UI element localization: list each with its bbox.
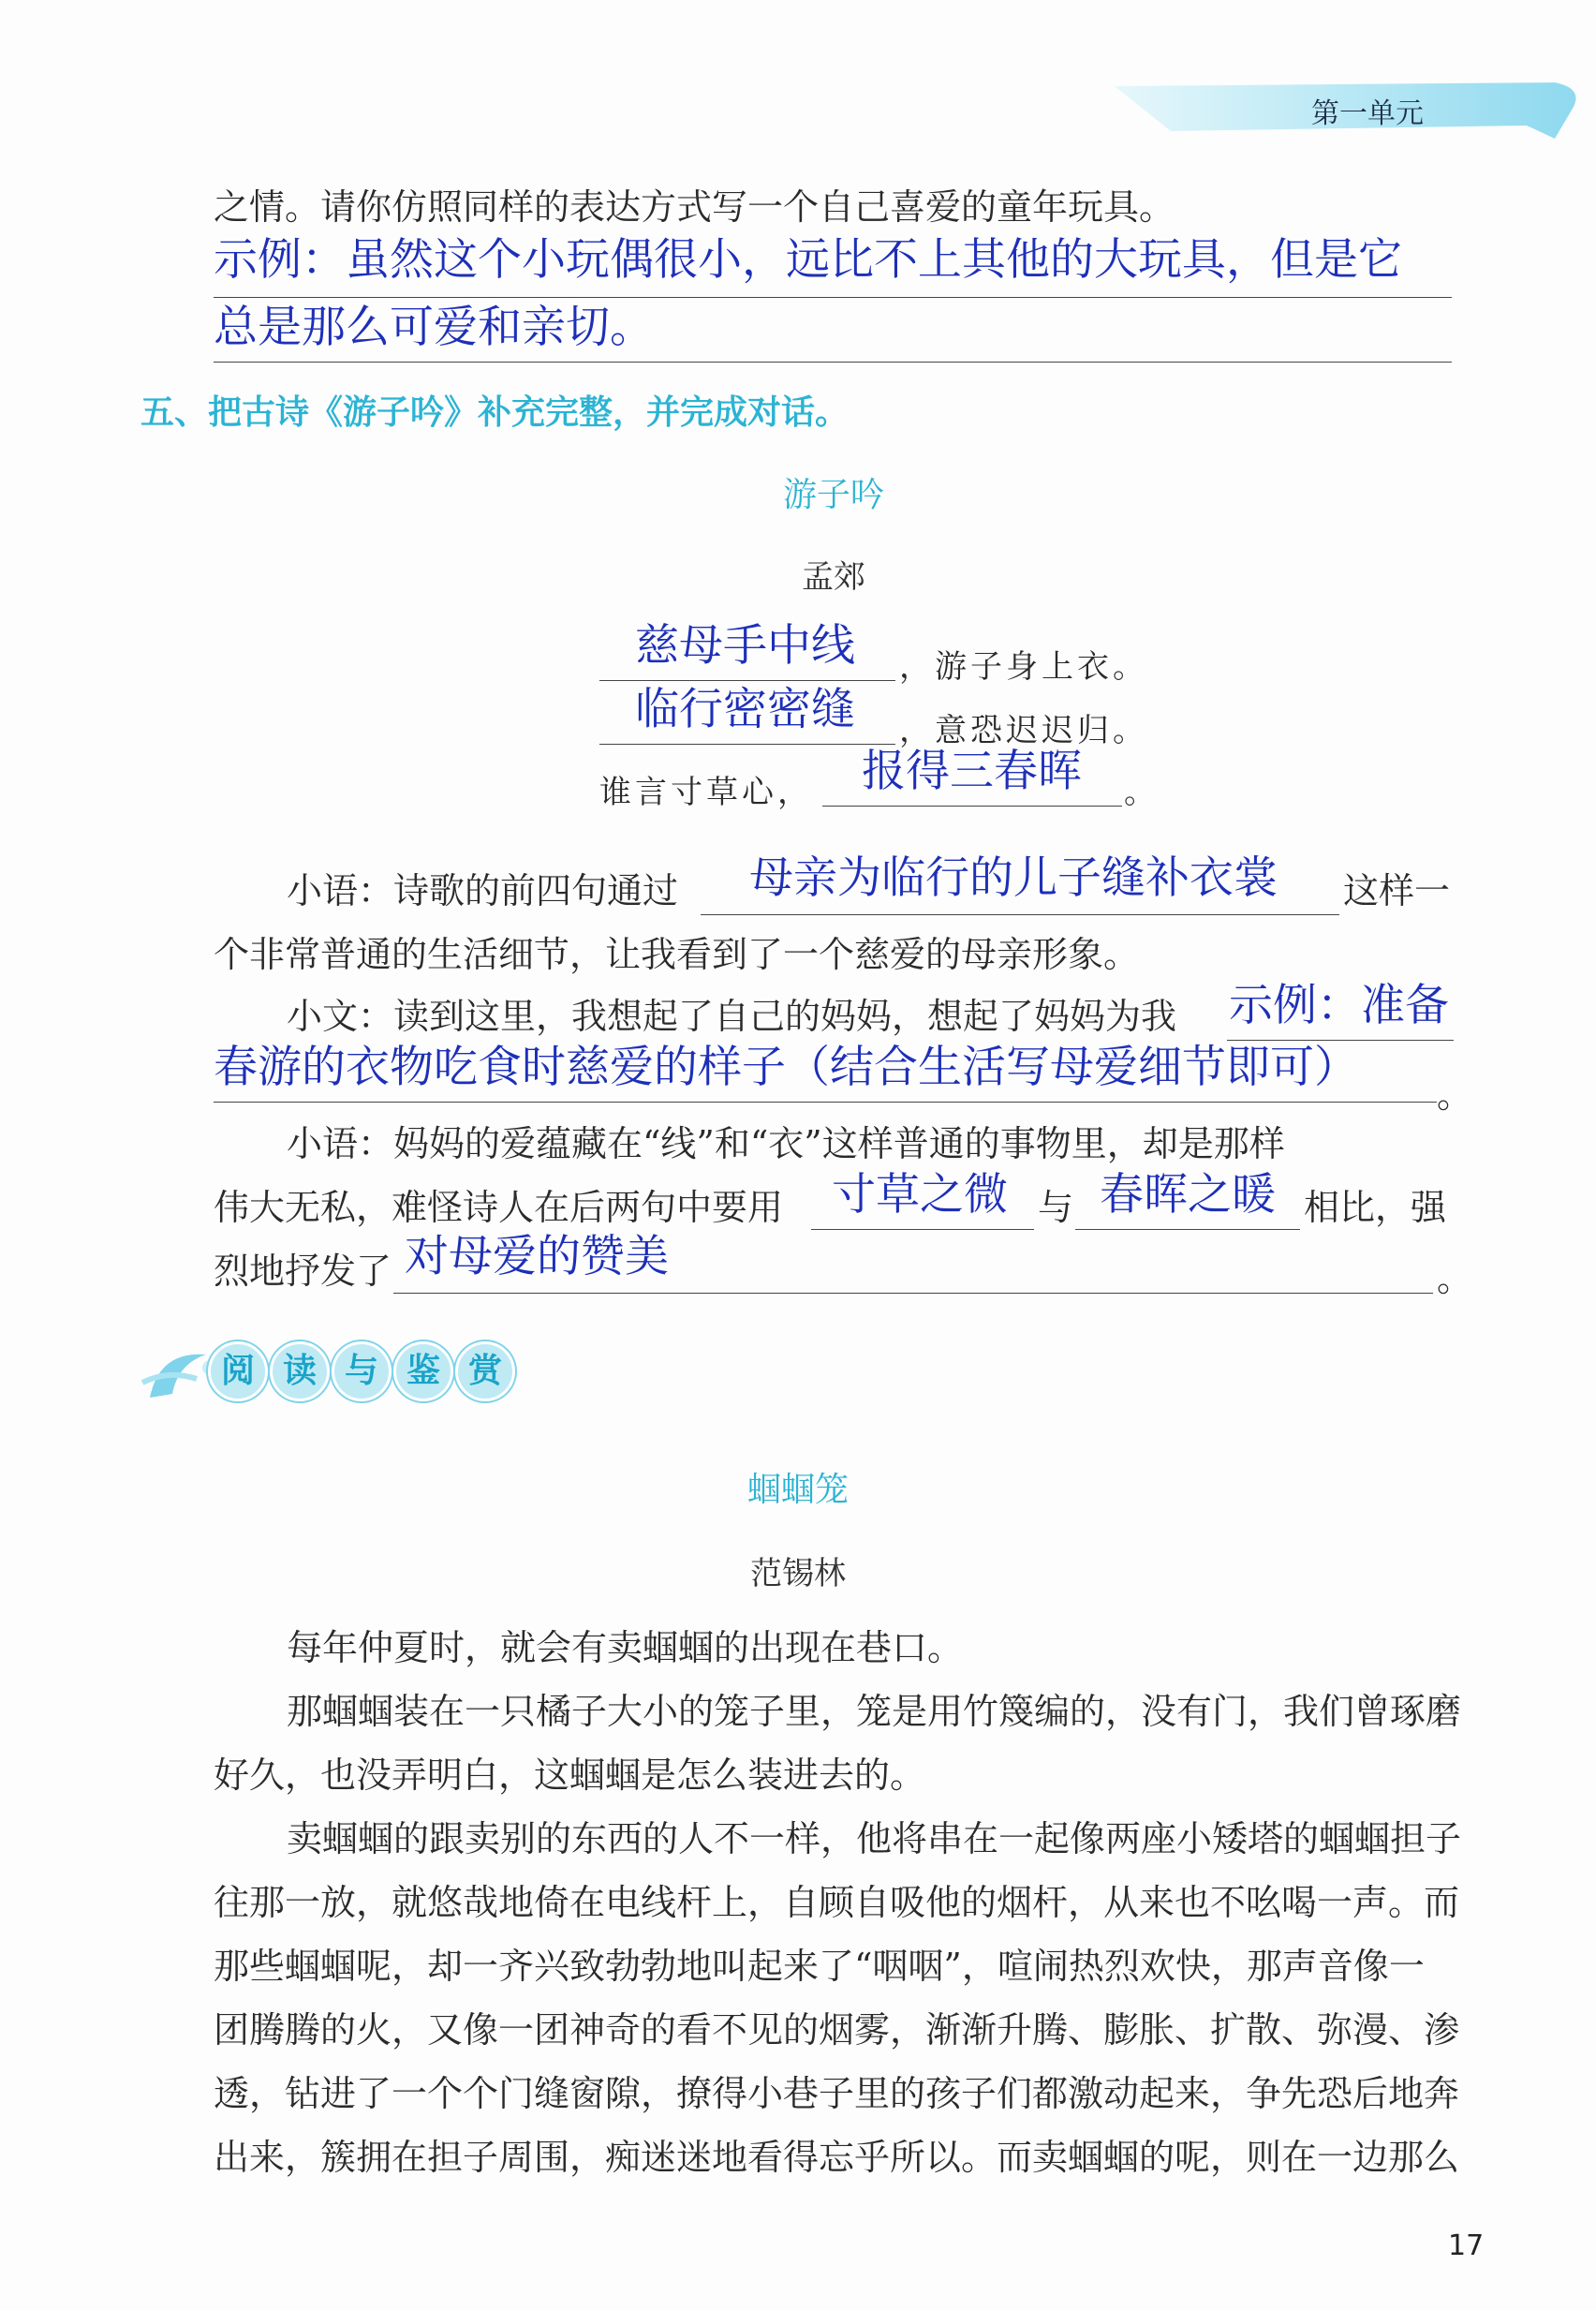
part4-answer-line1: 示例：虽然这个小玩偶很小，远比不上其他的大玩具，但是它 [214, 234, 1402, 286]
passage-line: 好久，也没弄明白，这蝈蝈是怎么装进去的。 [214, 1755, 926, 1796]
dialogue1-prefix: 小语：诗歌的前四句通过 [287, 870, 679, 911]
poem-title: 游子吟 [782, 476, 884, 514]
poem-line3-answer: 报得三春晖 [862, 746, 1082, 797]
poem-line1-answer: 慈母手中线 [635, 620, 855, 672]
dialogue-underline [1227, 1040, 1454, 1041]
poem-line1-suffix: ，游子身上衣。 [899, 648, 1148, 686]
dialogue2-end: 。 [1437, 1074, 1473, 1116]
part4-continued-line: 之情。请你仿照同样的表达方式写一个自己喜爱的童年玩具。 [214, 186, 1175, 228]
poem-line3-suffix: 。 [1124, 774, 1156, 811]
poem-line2-suffix: ，意恐迟迟归。 [899, 712, 1148, 749]
poem-line2-answer: 临行密密缝 [635, 684, 855, 735]
section-banner-char: 阅 [208, 1341, 268, 1401]
passage-line: 那些蝈蝈呢，却一齐兴致勃勃地叫起来了“咽咽”，喧闹热烈欢快，那声音像一 [214, 1946, 1425, 1987]
section-banner-char: 读 [270, 1341, 330, 1401]
poem-line3-prefix: 谁言寸草心， [599, 774, 813, 811]
dialogue-underline [1075, 1229, 1300, 1230]
section-banner [140, 1336, 502, 1411]
dialogue1-line2: 个非常普通的生活细节，让我看到了一个慈爱的母亲形象。 [214, 934, 1140, 975]
dialogue-underline [214, 1102, 1437, 1103]
dialogue1-answer: 母亲为临行的儿子缝补衣裳 [749, 852, 1278, 904]
passage-line: 出来，簇拥在担子周围，痴迷迷地看得忘乎所以。而卖蝈蝈的呢，则在一边那么 [214, 2137, 1460, 2178]
part5-instruction: 五、把古诗《游子吟》补充完整，并完成对话。 [140, 393, 850, 432]
section-banner-char: 赏 [455, 1341, 515, 1401]
dialogue-underline [811, 1229, 1034, 1230]
dialogue3-line3-prefix: 烈地抒发了 [214, 1251, 392, 1292]
section-banner-char: 鉴 [393, 1341, 453, 1401]
reading-author: 范锡林 [750, 1555, 846, 1592]
section-banner-title [208, 1341, 515, 1401]
passage-line: 每年仲夏时，就会有卖蝈蝈的出现在巷口。 [287, 1627, 964, 1668]
dialogue3-mid: 与 [1038, 1187, 1074, 1228]
dialogue1-suffix: 这样一 [1343, 870, 1451, 911]
poem-underline [822, 806, 1122, 807]
dialogue3-prefix: 伟大无私，难怪诗人在后两句中要用 [214, 1187, 784, 1228]
passage-line: 往那一放，就悠哉地倚在电线杆上，自顾自吸他的烟杆，从来也不吆喝一声。而 [214, 1882, 1460, 1923]
part4-answer-line2: 总是那么可爱和亲切。 [214, 302, 654, 353]
passage-line: 那蝈蝈装在一只橘子大小的笼子里，笼是用竹篾编的，没有门，我们曾琢磨 [287, 1691, 1462, 1732]
dialogue3-suffix: 相比，强 [1304, 1187, 1447, 1228]
dialogue2-prefix: 小文：读到这里，我想起了自己的妈妈，想起了妈妈为我 [287, 996, 1177, 1037]
dialogue-underline [701, 914, 1339, 915]
dialogue3-answer-a: 寸草之微 [832, 1169, 1008, 1221]
page-number: 17 [1448, 2229, 1485, 2262]
dialogue3-answer-c: 对母爱的赞美 [405, 1231, 669, 1282]
passage-line: 卖蝈蝈的跟卖别的东西的人不一样，他将串在一起像两座小矮塔的蝈蝈担子 [287, 1818, 1462, 1859]
answer-underline [214, 362, 1452, 363]
dialogue-underline [393, 1293, 1433, 1294]
dialogue3-line1: 小语：妈妈的爱蕴藏在“线”和“衣”这样普通的事物里，却是那样 [287, 1123, 1285, 1164]
reading-title: 蝈蝈笼 [746, 1471, 849, 1509]
dialogue3-answer-b: 春晖之暖 [1100, 1169, 1276, 1221]
dialogue2-answer-a: 示例：准备 [1229, 980, 1449, 1031]
passage-line: 透，钻进了一个个门缝窗隙，撩得小巷子里的孩子们都激动起来，争先恐后地奔 [214, 2073, 1460, 2114]
passage-line: 团腾腾的火，又像一团神奇的看不见的烟雾，渐渐升腾、膨胀、扩散、弥漫、渗 [214, 2009, 1460, 2051]
unit-label: 第一单元 [1311, 97, 1424, 130]
dialogue3-end: 。 [1437, 1258, 1473, 1299]
answer-underline [214, 297, 1452, 298]
dialogue2-answer-b: 春游的衣物吃食时慈爱的样子（结合生活写母爱细节即可） [214, 1042, 1358, 1093]
poem-underline [599, 680, 895, 681]
poem-author: 孟郊 [802, 558, 865, 596]
poem-underline [599, 744, 895, 745]
section-banner-char: 与 [332, 1341, 392, 1401]
